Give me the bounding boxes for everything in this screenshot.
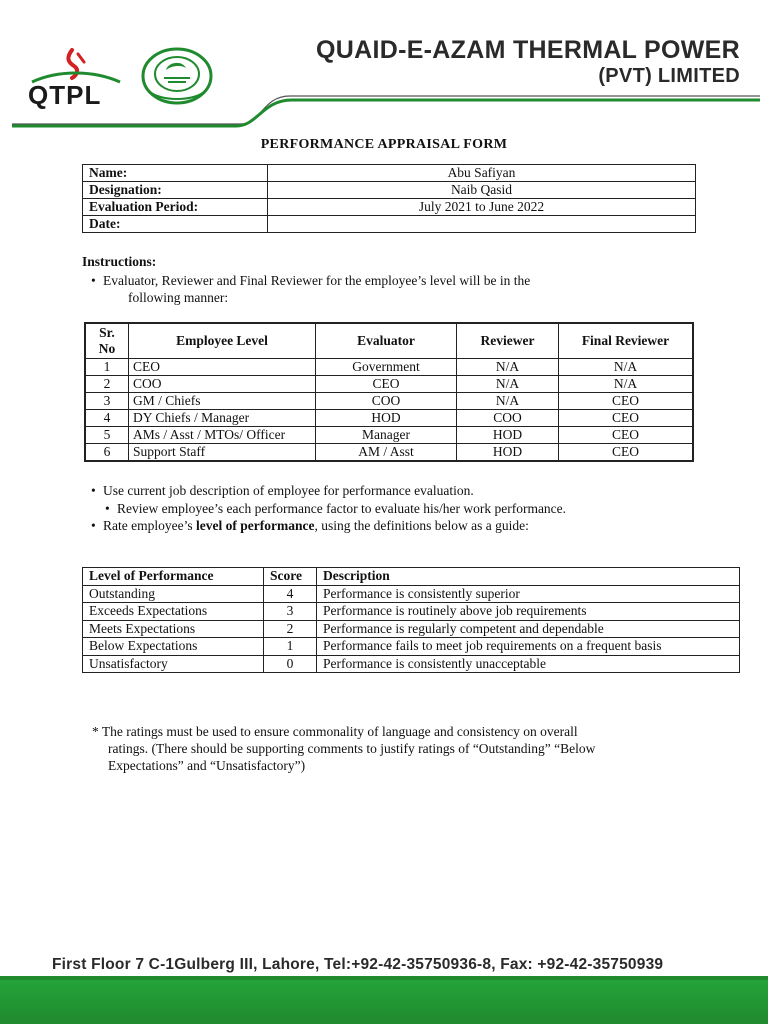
info-label: Date: [83,216,268,233]
table-cell: Support Staff [129,444,316,462]
table-cell: Performance is consistently superior [317,585,740,603]
table-cell: Performance is routinely above job requirements [317,603,740,621]
instruction-text: Evaluator, Reviewer and Final Reviewer for the employee’s level will be in the [103,273,531,288]
bullet-icon: • [91,518,96,533]
list-item [91,500,731,518]
company-name-line2: (PVT) LIMITED [598,65,740,87]
column-header: Level of Performance [83,568,264,586]
table-row [85,359,693,376]
table-cell: Exceeds Expectations [83,603,264,621]
table-row [83,182,696,199]
header-swoosh [0,86,768,130]
list-item [91,482,731,500]
info-label: Evaluation Period: [83,199,268,216]
info-label: Designation: [83,182,268,199]
table-cell: N/A [457,393,559,410]
bullet-icon: • [91,273,96,288]
table-cell: CEO [129,359,316,376]
guideline-bullets [91,482,731,535]
info-label: Name: [83,165,268,182]
note-line: Expectations” and “Unsatisfactory”) [108,758,306,773]
column-header: Employee Level [129,323,316,359]
table-cell: N/A [457,359,559,376]
bullet-icon: • [105,500,110,516]
table-row [83,620,740,638]
table-cell: Government [316,359,457,376]
table-cell: CEO [559,410,694,427]
employee-level-table [84,322,694,462]
footer-address: First Floor 7 C-1Gulberg III, Lahore, Tel:+92-42-35750936-8, Fax: +92-42-35750939 [52,956,664,973]
column-header: Final Reviewer [559,323,694,359]
table-row [83,638,740,656]
column-header: Reviewer [457,323,559,359]
table-cell: Performance is regularly competent and dependable [317,620,740,638]
table-row [83,655,740,673]
table-row [83,585,740,603]
table-cell: Unsatisfactory [83,655,264,673]
table-cell: HOD [316,410,457,427]
ratings-note [92,723,692,774]
performance-level-table [82,567,740,673]
table-cell: COO [457,410,559,427]
table-cell: Manager [316,427,457,444]
table-cell: 4 [85,410,129,427]
table-cell: AMs / Asst / MTOs/ Officer [129,427,316,444]
table-header-row [83,568,740,586]
info-value: July 2021 to June 2022 [268,199,696,216]
note-line: ratings. (There should be supporting comments to justify ratings of “Outstanding” “Below [108,741,596,756]
footer-band [0,980,768,1024]
table-cell: CEO [559,444,694,462]
guideline-text: Review employee’s each performance factor to evaluate his/her work performance. [117,500,567,516]
guideline-text: Use current job description of employee for performance evaluation. [103,483,474,498]
letterhead [0,0,768,135]
table-header-row [85,323,693,359]
info-value [268,216,696,233]
table-cell: 6 [85,444,129,462]
company-name [316,36,740,88]
table-cell: 2 [85,376,129,393]
table-row [85,427,693,444]
table-cell: Meets Expectations [83,620,264,638]
employee-info-table [82,164,696,233]
company-logo-text: QTPL [28,80,102,110]
info-value: Naib Qasid [268,182,696,199]
table-row [83,603,740,621]
company-name-line1: QUAID-E-AZAM THERMAL POWER [316,36,740,64]
table-cell: COO [316,393,457,410]
table-row [83,199,696,216]
instruction-bullet [91,272,651,306]
table-row [83,216,696,233]
column-header: Evaluator [316,323,457,359]
form-title: PERFORMANCE APPRAISAL FORM [260,137,508,152]
table-row [85,376,693,393]
table-cell: CEO [559,427,694,444]
guideline-emphasis: level of performance [195,518,315,533]
table-cell: AM / Asst [316,444,457,462]
table-cell: 1 [264,638,317,656]
bullet-icon: • [91,483,96,498]
table-cell: 0 [264,655,317,673]
table-cell: N/A [559,376,694,393]
column-header: Score [264,568,317,586]
table-row [83,165,696,182]
table-cell: 2 [264,620,317,638]
table-cell: N/A [457,376,559,393]
table-row [85,410,693,427]
table-cell: Below Expectations [83,638,264,656]
table-row [85,444,693,462]
table-cell: Outstanding [83,585,264,603]
table-cell: COO [129,376,316,393]
table-cell: HOD [457,444,559,462]
table-cell: GM / Chiefs [129,393,316,410]
table-cell: Performance is consistently unacceptable [317,655,740,673]
column-header: Sr. No [85,323,129,359]
list-item [91,517,731,535]
instruction-text-continued: following manner: [128,290,229,305]
table-cell: N/A [559,359,694,376]
table-cell: 3 [85,393,129,410]
table-cell: CEO [316,376,457,393]
table-cell: 3 [264,603,317,621]
table-cell: Performance fails to meet job requirements on a frequent basis [317,638,740,656]
column-header: Description [317,568,740,586]
table-cell: CEO [559,393,694,410]
note-line: * The ratings must be used to ensure commonality of language and consistency on overall [92,724,578,739]
table-cell: 5 [85,427,129,444]
table-cell: 1 [85,359,129,376]
guideline-text: Rate employee’s [103,518,196,533]
table-cell: 4 [264,585,317,603]
table-row [85,393,693,410]
info-value: Abu Safiyan [268,165,696,182]
table-cell: HOD [457,427,559,444]
instructions-heading: Instructions: [82,254,157,269]
guideline-text: , using the definitions below as a guide: [314,518,529,533]
table-cell: DY Chiefs / Manager [129,410,316,427]
